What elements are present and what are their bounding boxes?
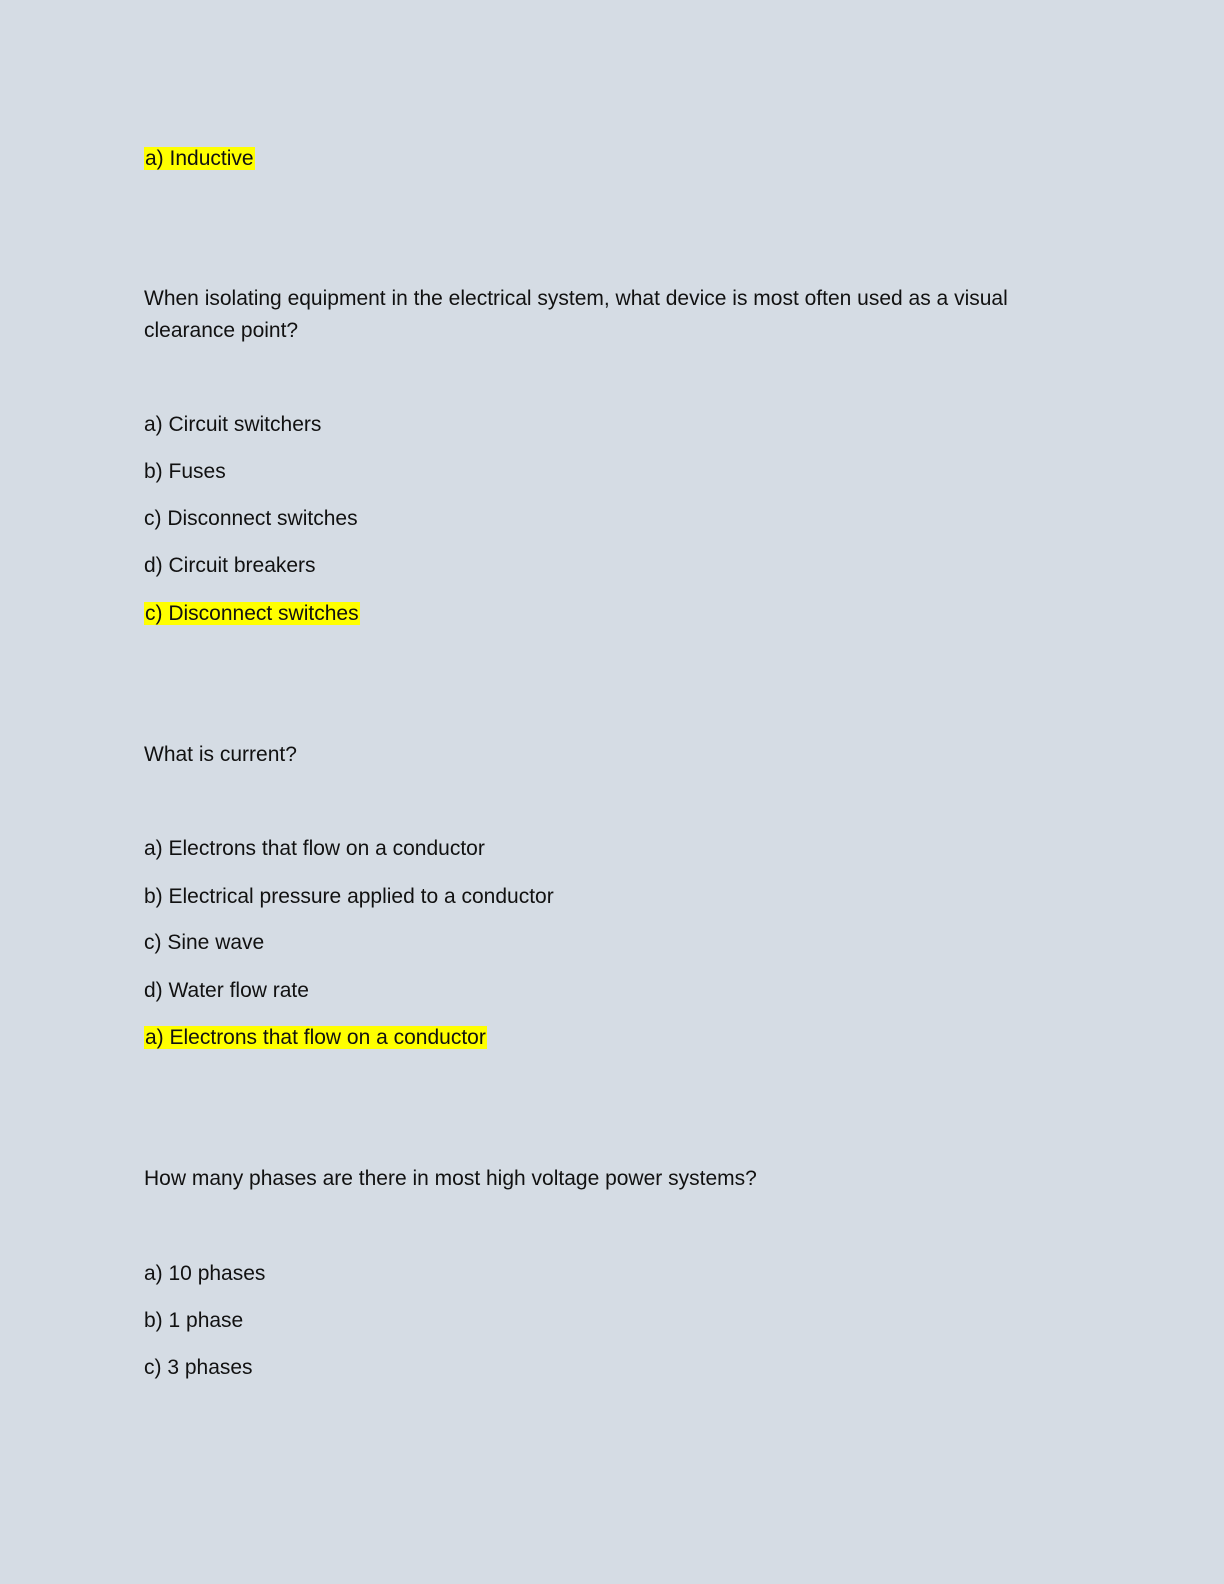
option-line: d) Circuit breakers — [144, 554, 316, 577]
question-text: When isolating equipment in the electrical system, what device is most often used as a visual clearance point? — [144, 287, 1008, 342]
option-line: a) 10 phases — [144, 1262, 266, 1285]
highlighted-answer: c) Disconnect switches — [145, 602, 359, 625]
question-text: What is current? — [144, 743, 297, 766]
option-line: b) Electrical pressure applied to a conductor — [144, 885, 554, 908]
option-line: c) Disconnect switches — [144, 507, 358, 530]
option-line: d) Water flow rate — [144, 979, 309, 1002]
option-line: c) Sine wave — [144, 931, 265, 954]
option-line: b) Fuses — [144, 460, 226, 483]
highlighted-answer: a) Inductive — [145, 147, 254, 170]
option-line: c) 3 phases — [144, 1356, 253, 1379]
option-line: a) Electrons that flow on a conductor — [144, 837, 485, 860]
highlighted-answer: a) Electrons that flow on a conductor — [145, 1026, 486, 1049]
answer-line — [144, 143, 255, 175]
answer-line — [144, 1022, 487, 1054]
option-line: b) 1 phase — [144, 1309, 244, 1332]
option-line: a) Circuit switchers — [144, 413, 322, 436]
answer-line — [144, 598, 360, 630]
question-text: How many phases are there in most high voltage power systems? — [144, 1167, 757, 1190]
